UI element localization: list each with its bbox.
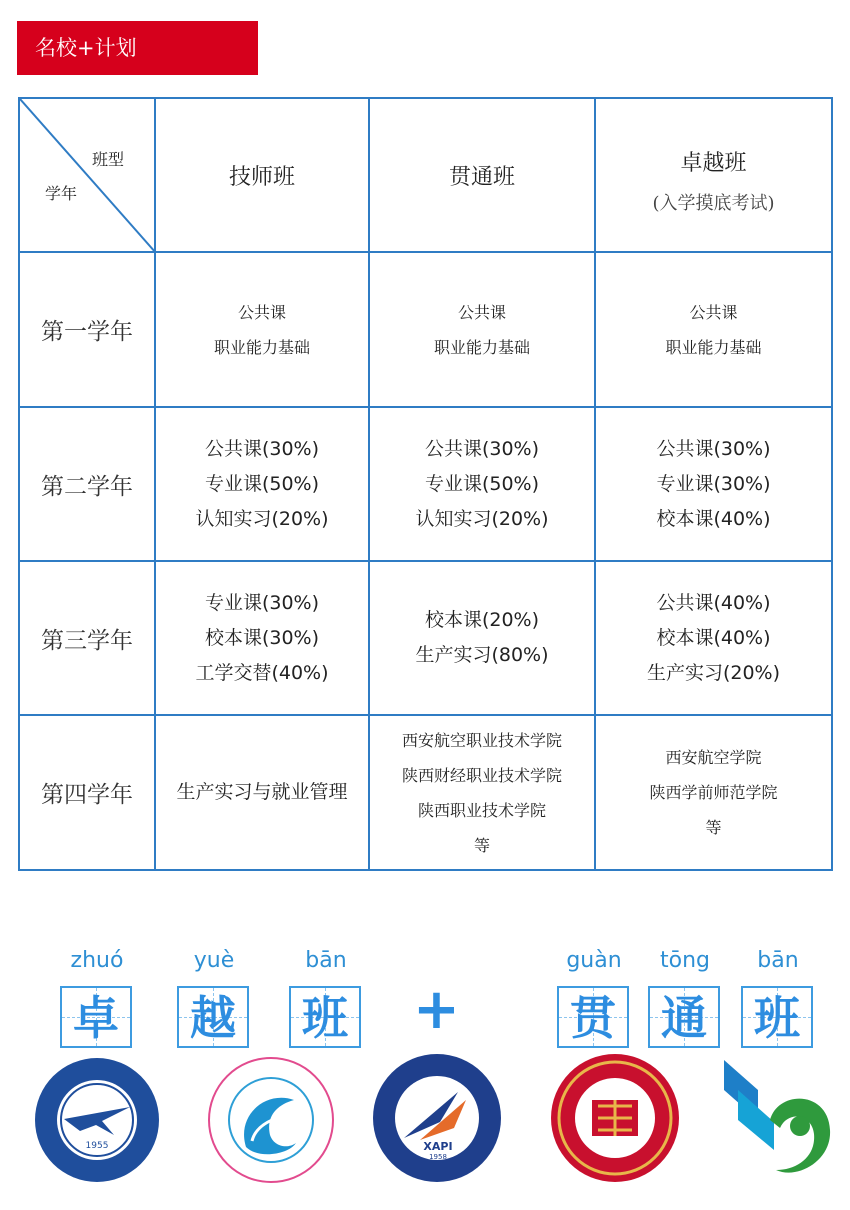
cell-line: 公共课(30%): [424, 437, 540, 460]
table-header-row: [19, 98, 832, 252]
xian-aeronautical-university-logo: [22, 1055, 172, 1185]
founding-year-label: 1958: [429, 1153, 447, 1161]
cell-line: 西安航空职业技术学院: [401, 730, 562, 750]
xian-aeronautical-polytechnic-logo: [362, 1050, 512, 1185]
table-cell: [369, 715, 595, 870]
cell-line: 专业课(30%): [204, 591, 320, 614]
character-box: [289, 986, 361, 1048]
pinyin-text: tōng: [660, 948, 710, 973]
cell-line: 认知实习(20%): [195, 507, 329, 530]
cell-line: 专业课(30%): [656, 472, 771, 495]
cell-line: 专业课(50%): [424, 472, 540, 495]
cell-line: 认知实习(20%): [415, 507, 549, 530]
column-header-1: [369, 98, 595, 252]
character-text: 班: [754, 991, 800, 1045]
cell-line: 公共课: [457, 302, 506, 322]
column-title: 卓越班: [680, 150, 747, 176]
table-cell: [595, 407, 832, 561]
cell-line: 公共课: [689, 302, 738, 322]
school-year-label: 学年: [45, 184, 78, 203]
table-row: [19, 252, 832, 407]
cell-line: 公共课(40%): [656, 591, 771, 614]
character-text: 通: [661, 991, 707, 1045]
pinyin-text: zhuó: [70, 948, 124, 973]
cell-line: 公共课(30%): [656, 437, 771, 460]
corner-header-cell: [19, 98, 155, 252]
cell-line: 职业能力基础: [433, 337, 530, 357]
pinyin-tile: [54, 948, 140, 1050]
cell-line: 生产实习(80%): [415, 644, 549, 666]
cell-line: 校本课(40%): [656, 626, 771, 649]
table-row: [19, 715, 832, 870]
cell-line: 生产实习与就业管理: [176, 781, 348, 803]
cell-line: 等: [473, 835, 490, 855]
curriculum-table: [18, 97, 833, 871]
cell-line: 工学交替(40%): [195, 661, 329, 684]
character-text: 班: [302, 991, 348, 1045]
cell-line: 职业能力基础: [665, 337, 762, 357]
cell-line: 职业能力基础: [213, 337, 310, 357]
table-cell: [155, 252, 369, 407]
pinyin-text: guàn: [566, 948, 622, 973]
pinyin-tile: [642, 948, 728, 1050]
column-note: (入学摸底考试): [652, 192, 775, 214]
pinyin-text: bān: [757, 948, 799, 973]
pinyin-tile: [283, 948, 369, 1050]
character-box: [177, 986, 249, 1048]
character-box: [60, 986, 132, 1048]
table-row: [19, 407, 832, 561]
founding-year-label: 1955: [85, 1141, 109, 1151]
character-box: [557, 986, 629, 1048]
corner-diagonal-line: [20, 99, 155, 252]
table-cell: [595, 561, 832, 715]
cell-line: 专业课(50%): [204, 472, 320, 495]
row-year-label: 第四学年: [19, 715, 155, 870]
table-cell: [155, 715, 369, 870]
class-type-label: 班型: [92, 150, 125, 169]
table-cell: [595, 715, 832, 870]
character-text: 卓: [73, 991, 119, 1045]
table-cell: [595, 252, 832, 407]
cell-line: 陕西财经职业技术学院: [401, 765, 562, 785]
table-cell: [155, 561, 369, 715]
row-year-label: 第一学年: [19, 252, 155, 407]
pinyin-text: bān: [305, 948, 347, 973]
table-row: [19, 561, 832, 715]
cell-line: 等: [705, 818, 722, 837]
cell-line: 生产实习(20%): [646, 661, 781, 684]
row-year-label: 第三学年: [19, 561, 155, 715]
character-box: [648, 986, 720, 1048]
cell-line: 陕西职业技术学院: [417, 800, 546, 820]
cell-line: 公共课(30%): [204, 437, 320, 460]
character-text: 越: [190, 991, 236, 1045]
banner-title: 名校+计划: [35, 36, 137, 60]
pinyin-tile: [171, 948, 257, 1050]
column-title: 技师班: [228, 164, 295, 190]
shaanxi-technical-college-finance-economics-logo: [540, 1050, 690, 1185]
shaanxi-xueqian-normal-university-logo: [196, 1055, 346, 1185]
pinyin-tile: [735, 948, 821, 1050]
cell-line: 校本课(20%): [424, 609, 540, 631]
shaanxi-polytechnic-logo: [718, 1050, 838, 1185]
cell-line: 公共课: [237, 302, 286, 322]
pinyin-text: yuè: [193, 948, 235, 973]
character-text: 贯: [570, 991, 616, 1045]
cell-line: 陕西学前师范学院: [649, 783, 778, 802]
column-header-0: [155, 98, 369, 252]
table-cell: [369, 407, 595, 561]
table-cell: [369, 561, 595, 715]
table-cell: [369, 252, 595, 407]
cell-line: 校本课(40%): [656, 507, 771, 530]
row-year-label: 第二学年: [19, 407, 155, 561]
pinyin-tile: [551, 948, 637, 1050]
cell-line: 西安航空学院: [665, 748, 762, 767]
plus-sign: +: [413, 977, 460, 1042]
column-header-2: [595, 98, 832, 252]
section-banner: [17, 21, 258, 75]
logo-abbreviation: XAPI: [423, 1140, 453, 1153]
cell-line: 校本课(30%): [204, 626, 320, 649]
table-cell: [155, 407, 369, 561]
character-box: [741, 986, 813, 1048]
column-title: 贯通班: [448, 164, 515, 190]
